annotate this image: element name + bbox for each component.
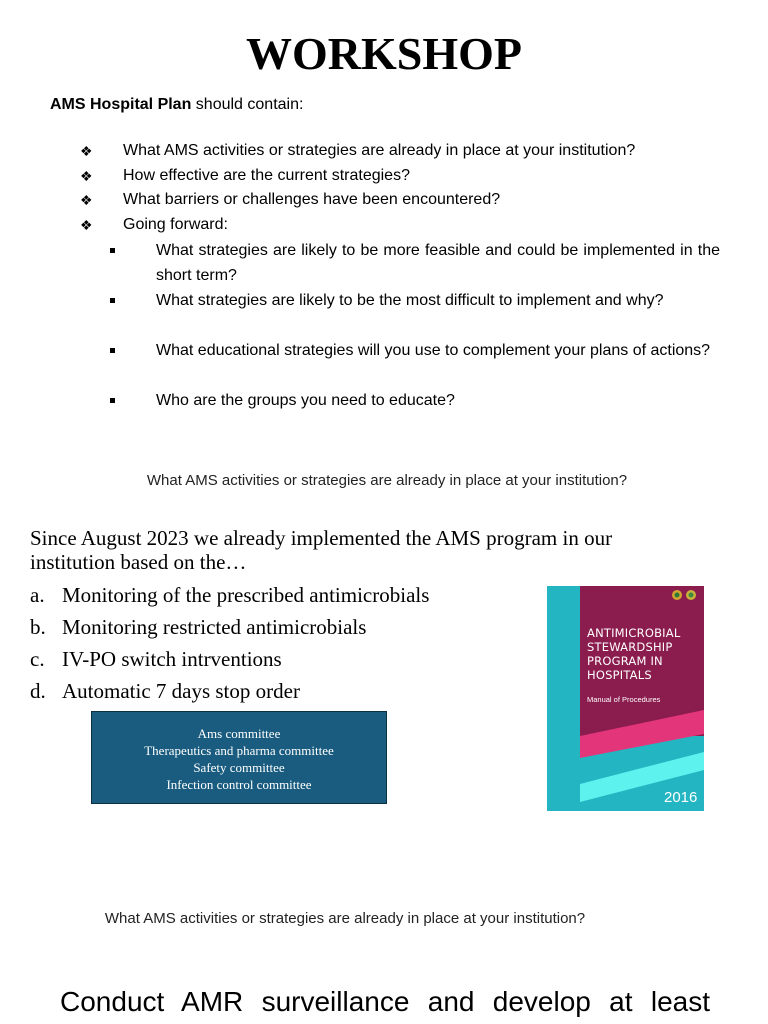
committee-box xyxy=(91,711,387,804)
list-item: ❖ What AMS activities or strategies are already in place at your institution? xyxy=(80,140,720,165)
list-item: ❖ What barriers or challenges have been encountered? xyxy=(80,189,720,214)
square-bullet-icon xyxy=(110,398,115,403)
section-caption: What AMS activities or strategies are already in place at your institution? xyxy=(104,910,586,927)
conduct-paragraph: Conduct AMR surveillance and develop at least xyxy=(60,986,710,1017)
list-item: b. Monitoring restricted antimicrobials xyxy=(30,615,367,639)
list-item: d. Automatic 7 days stop order xyxy=(30,679,300,703)
list-item: a. Monitoring of the prescribed antimicrobials xyxy=(30,583,430,607)
diamond-bullet-icon: ❖ xyxy=(80,192,93,208)
square-bullet-icon xyxy=(110,348,115,353)
diamond-bullet-icon: ❖ xyxy=(80,216,93,233)
sub-question-list xyxy=(110,238,720,413)
sub-list-item: What educational strategies will you use to complement your plans of actions? xyxy=(110,338,720,388)
diamond-bullet-icon: ❖ xyxy=(80,143,93,159)
section-caption: What AMS activities or strategies are already in place at your institution? xyxy=(146,472,628,489)
cover-year: 2016 xyxy=(664,789,698,806)
intro-bold: AMS Hospital Plan xyxy=(50,96,192,113)
seal-icon-inner xyxy=(689,593,694,598)
cover-subtitle: Manual of Procedures xyxy=(587,695,661,704)
committee-item: Therapeutics and pharma committee xyxy=(144,743,334,758)
sub-list-item: What strategies are likely to be the most difficult to implement and why? xyxy=(110,288,720,338)
list-item: ❖ Going forward: xyxy=(80,214,720,239)
intro-rest: should contain: xyxy=(191,96,304,113)
diamond-bullet-icon: ❖ xyxy=(80,167,93,184)
question-list xyxy=(80,140,720,413)
sub-list-item: Who are the groups you need to educate? xyxy=(110,388,720,413)
seal-icon-inner xyxy=(675,593,680,598)
square-bullet-icon xyxy=(110,298,115,303)
committee-item: Safety committee xyxy=(193,760,285,775)
committee-item: Infection control committee xyxy=(166,777,312,792)
list-item: ❖ How effective are the current strategies? xyxy=(80,165,720,190)
cover-title: ANTIMICROBIAL STEWARDSHIP PROGRAM IN HOSPITALS xyxy=(587,626,681,682)
square-bullet-icon xyxy=(110,248,115,253)
activity-list xyxy=(30,582,429,710)
manual-cover-image xyxy=(547,586,704,811)
intro-line xyxy=(50,94,303,116)
since-paragraph: Since August 2023 we already implemented the AMS program in our institution based on the… xyxy=(30,526,613,574)
page-title: WORKSHOP xyxy=(245,28,523,79)
committee-item: Ams committee xyxy=(197,726,281,741)
list-item: c. IV-PO switch intrventions xyxy=(30,647,282,671)
sub-list-item: What strategies are likely to be more feasible and could be implemented in the short term? xyxy=(110,238,720,288)
